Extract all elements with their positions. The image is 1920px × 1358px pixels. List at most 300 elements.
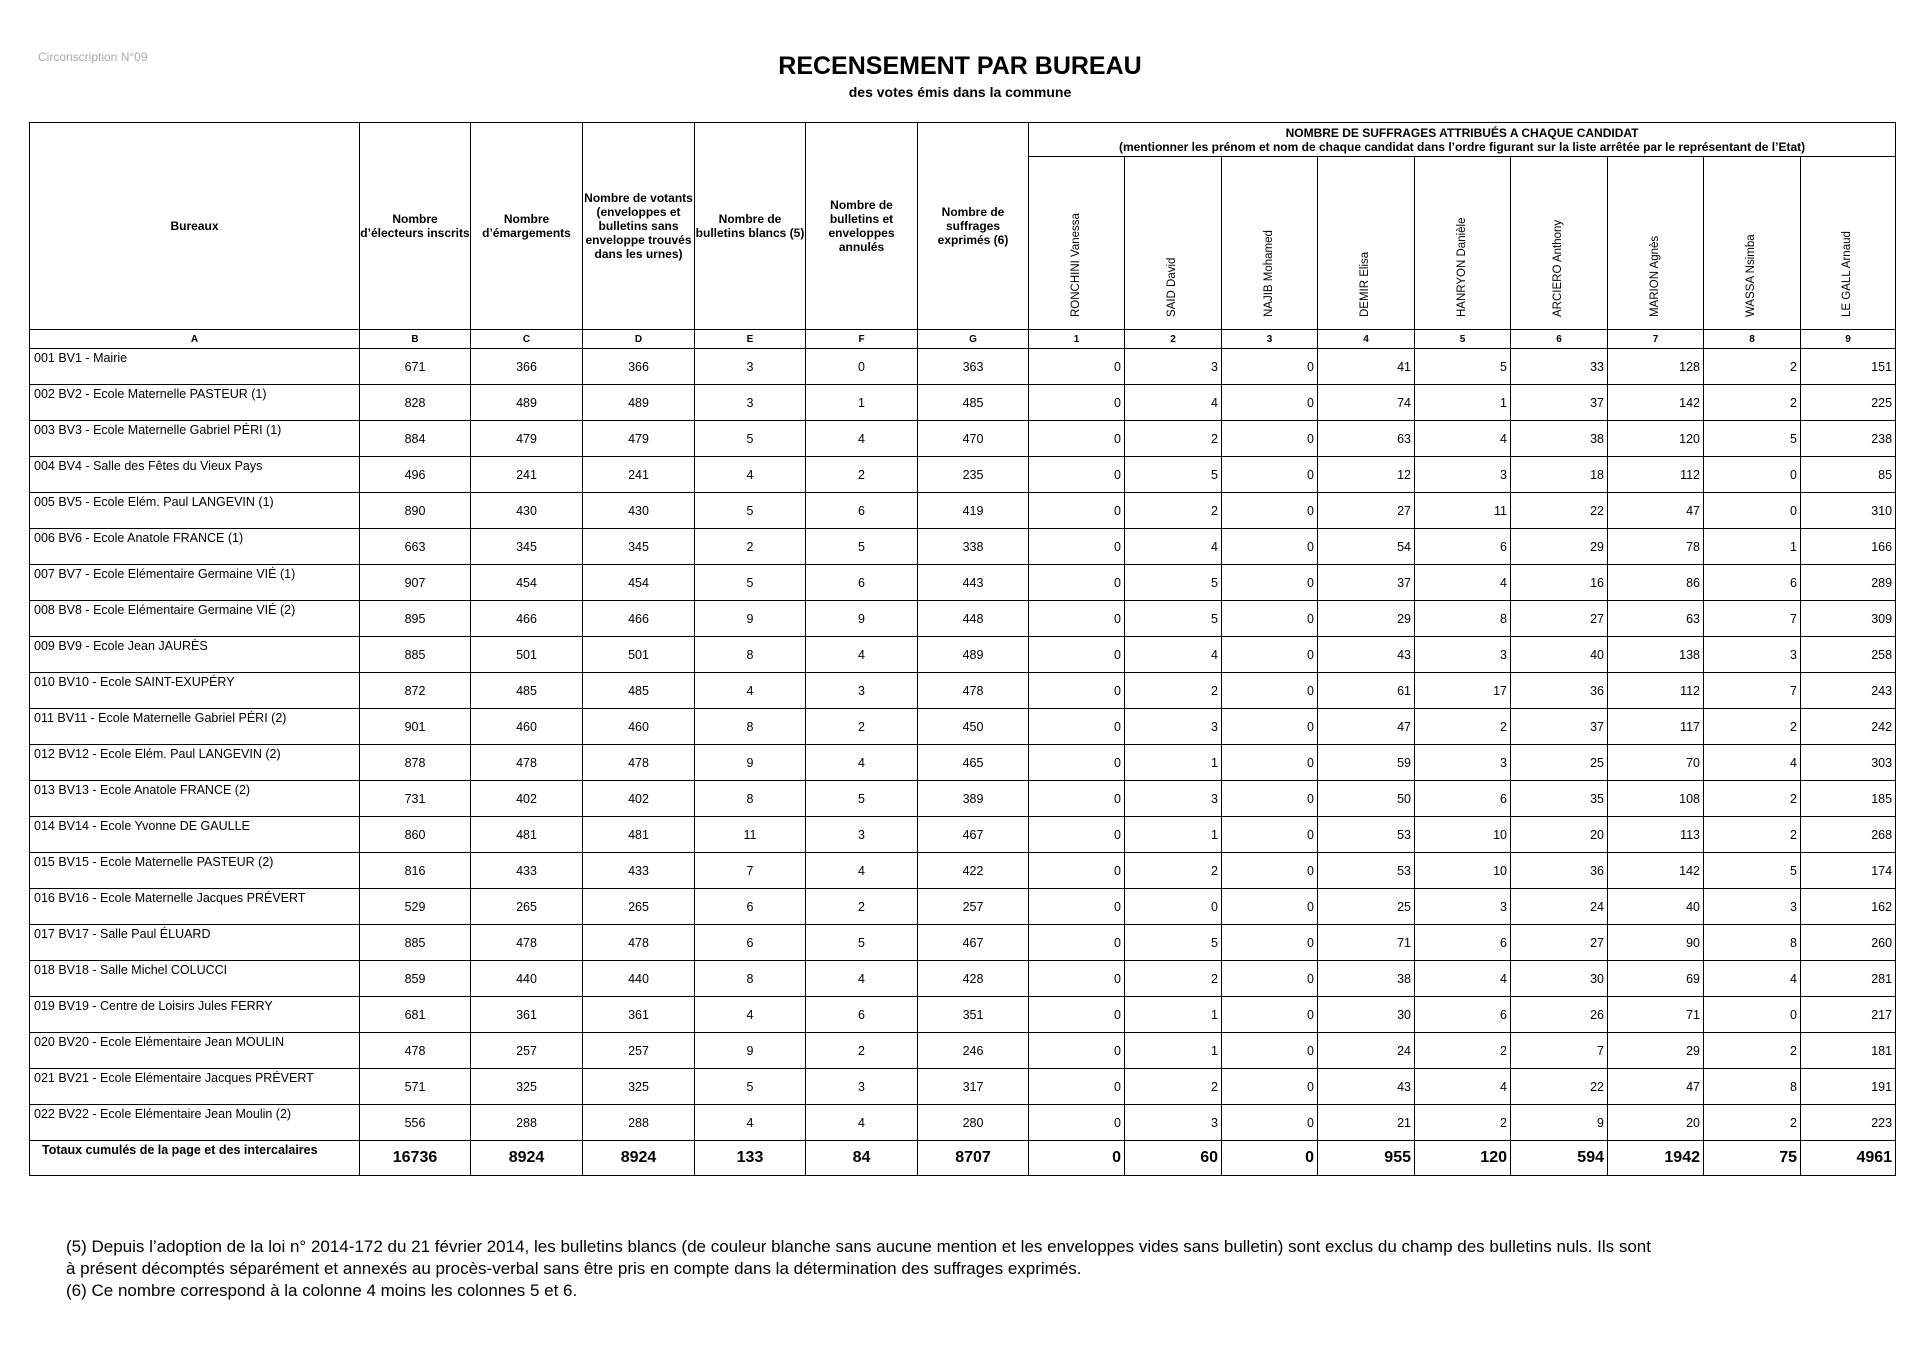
table-cell: 9: [1511, 1105, 1608, 1141]
table-cell: 0: [1029, 817, 1125, 853]
bureau-name: 022 BV22 - Ecole Elémentaire Jean Moulin (2): [30, 1105, 360, 1141]
table-cell: 4: [806, 961, 918, 997]
table-cell: 4: [1415, 421, 1511, 457]
column-letter: 9: [1801, 330, 1896, 349]
column-letter: F: [806, 330, 918, 349]
table-cell: 2: [1125, 853, 1222, 889]
table-cell: 4: [1125, 385, 1222, 421]
table-cell: 9: [695, 745, 806, 781]
table-cell: 289: [1801, 565, 1896, 601]
column-letter: 3: [1222, 330, 1318, 349]
candidate-header: [1415, 157, 1511, 330]
table-cell: 37: [1511, 385, 1608, 421]
table-cell: 85: [1801, 457, 1896, 493]
table-cell: 3: [1125, 1105, 1222, 1141]
table-cell: 3: [1125, 781, 1222, 817]
table-cell: 828: [360, 385, 471, 421]
column-letter: 4: [1318, 330, 1415, 349]
table-cell: 303: [1801, 745, 1896, 781]
table-cell: 4: [1125, 529, 1222, 565]
candidate-header: [1029, 157, 1125, 330]
header-suffrages: [1029, 123, 1896, 157]
table-cell: 6: [695, 889, 806, 925]
table-cell: 11: [1415, 493, 1511, 529]
table-cell: 351: [918, 997, 1029, 1033]
bureau-name: 003 BV3 - Ecole Maternelle Gabriel PÉRI (1): [30, 421, 360, 457]
table-cell: 29: [1511, 529, 1608, 565]
table-cell: 2: [1704, 709, 1801, 745]
table-cell: 0: [1222, 529, 1318, 565]
header-votants: Nombre de votants (enveloppes et bulletins sans enveloppe trouvés dans les urnes): [583, 123, 695, 330]
table-cell: 366: [471, 349, 583, 385]
table-cell: 460: [471, 709, 583, 745]
table-cell: 54: [1318, 529, 1415, 565]
table-cell: 465: [918, 745, 1029, 781]
table-cell: 26: [1511, 997, 1608, 1033]
table-cell: 5: [806, 781, 918, 817]
table-cell: 185: [1801, 781, 1896, 817]
table-cell: 27: [1511, 925, 1608, 961]
total-cell: 955: [1318, 1141, 1415, 1176]
table-cell: 241: [471, 457, 583, 493]
table-cell: 191: [1801, 1069, 1896, 1105]
table-cell: 181: [1801, 1033, 1896, 1069]
table-cell: 2: [806, 709, 918, 745]
table-cell: 0: [1029, 601, 1125, 637]
table-cell: 0: [1222, 925, 1318, 961]
table-cell: 496: [360, 457, 471, 493]
candidate-name: LE GALL Arnaud: [1841, 231, 1854, 317]
header-exprimes: Nombre de suffrages exprimés (6): [918, 123, 1029, 330]
table-cell: 29: [1608, 1033, 1704, 1069]
table-cell: 120: [1608, 421, 1704, 457]
table-cell: 4: [695, 673, 806, 709]
table-cell: 74: [1318, 385, 1415, 421]
table-cell: 671: [360, 349, 471, 385]
table-cell: 4: [806, 637, 918, 673]
table-cell: 0: [1029, 1033, 1125, 1069]
table-cell: 2: [806, 457, 918, 493]
table-cell: 47: [1608, 1069, 1704, 1105]
table-cell: 878: [360, 745, 471, 781]
table-cell: 485: [583, 673, 695, 709]
bureau-name: 014 BV14 - Ecole Yvonne DE GAULLE: [30, 817, 360, 853]
table-cell: 3: [695, 385, 806, 421]
table-cell: 440: [583, 961, 695, 997]
table-cell: 47: [1318, 709, 1415, 745]
table-cell: 10: [1415, 817, 1511, 853]
table-cell: 460: [583, 709, 695, 745]
candidate-header: [1318, 157, 1415, 330]
table-cell: 142: [1608, 385, 1704, 421]
column-letter: 1: [1029, 330, 1125, 349]
table-cell: 70: [1608, 745, 1704, 781]
table-cell: 30: [1511, 961, 1608, 997]
table-row: [30, 889, 1896, 925]
candidate-name: WASSA Nsimba: [1745, 234, 1757, 317]
table-cell: 907: [360, 565, 471, 601]
table-cell: 485: [918, 385, 1029, 421]
candidate-name: DEMIR Elisa: [1359, 251, 1371, 317]
table-cell: 27: [1511, 601, 1608, 637]
table-cell: 260: [1801, 925, 1896, 961]
page-subtitle: des votes émis dans la commune: [848, 84, 1072, 100]
table-cell: 489: [918, 637, 1029, 673]
candidate-header: [1801, 157, 1896, 330]
table-cell: 731: [360, 781, 471, 817]
table-cell: 2: [1415, 1033, 1511, 1069]
table-cell: 0: [1704, 457, 1801, 493]
table-cell: 5: [1704, 853, 1801, 889]
table-cell: 1: [1415, 385, 1511, 421]
total-cell: 8924: [583, 1141, 695, 1176]
table-row: [30, 745, 1896, 781]
candidate-header: [1608, 157, 1704, 330]
table-cell: 2: [1415, 1105, 1511, 1141]
table-cell: 40: [1608, 889, 1704, 925]
table-cell: 5: [1125, 457, 1222, 493]
table-cell: 402: [471, 781, 583, 817]
table-cell: 443: [918, 565, 1029, 601]
table-cell: 0: [1029, 961, 1125, 997]
table-cell: 8: [695, 961, 806, 997]
table-cell: 428: [918, 961, 1029, 997]
table-cell: 317: [918, 1069, 1029, 1105]
table-cell: 0: [1222, 709, 1318, 745]
table-cell: 466: [583, 601, 695, 637]
table-cell: 4: [1125, 637, 1222, 673]
table-cell: 485: [471, 673, 583, 709]
table-cell: 3: [1125, 709, 1222, 745]
table-cell: 479: [471, 421, 583, 457]
bureau-name: 004 BV4 - Salle des Fêtes du Vieux Pays: [30, 457, 360, 493]
table-row: [30, 853, 1896, 889]
table-cell: 2: [1125, 493, 1222, 529]
table-cell: 4: [806, 745, 918, 781]
table-cell: 63: [1608, 601, 1704, 637]
table-cell: 112: [1608, 457, 1704, 493]
column-letter: B: [360, 330, 471, 349]
table-cell: 21: [1318, 1105, 1415, 1141]
table-cell: 33: [1511, 349, 1608, 385]
table-cell: 5: [695, 565, 806, 601]
column-letter: G: [918, 330, 1029, 349]
table-cell: 0: [1222, 385, 1318, 421]
table-cell: 1: [1125, 745, 1222, 781]
table-cell: 433: [583, 853, 695, 889]
candidate-header: [1704, 157, 1801, 330]
circonscription-label: Circonscription N°09: [38, 50, 148, 64]
table-cell: 1: [1125, 817, 1222, 853]
table-cell: 257: [471, 1033, 583, 1069]
table-cell: 3: [1415, 745, 1511, 781]
table-cell: 4: [806, 421, 918, 457]
footnote-5a: (5) Depuis l’adoption de la loi n° 2014-172 du 21 février 2014, les bulletins blancs (de couleur blanche sans aucune mention et les enveloppes vides sans bulletin) sont exclus du champ des bulletins nuls. Ils sont: [66, 1237, 1651, 1256]
table-cell: 288: [583, 1105, 695, 1141]
table-cell: 36: [1511, 853, 1608, 889]
table-cell: 86: [1608, 565, 1704, 601]
table-row: [30, 961, 1896, 997]
table-row: [30, 421, 1896, 457]
column-letter: 2: [1125, 330, 1222, 349]
table-cell: 20: [1608, 1105, 1704, 1141]
table-cell: 884: [360, 421, 471, 457]
table-cell: 489: [471, 385, 583, 421]
table-cell: 363: [918, 349, 1029, 385]
table-cell: 280: [918, 1105, 1029, 1141]
table-row: [30, 673, 1896, 709]
table-cell: 265: [471, 889, 583, 925]
table-cell: 4: [1704, 961, 1801, 997]
table-cell: 5: [1704, 421, 1801, 457]
table-cell: 0: [1029, 385, 1125, 421]
footnote-5b: à présent décomptés séparément et annexés au procès-verbal sans être pris en compte dans la détermination des suffrages exprimés.: [66, 1259, 1082, 1278]
table-cell: 0: [1222, 601, 1318, 637]
suffrages-subtitle: (mentionner les prénom et nom de chaque candidat dans l’ordre figurant sur la liste arrêtée par le représentant de l’Etat): [1118, 139, 1806, 154]
table-cell: 872: [360, 673, 471, 709]
table-cell: 890: [360, 493, 471, 529]
table-row: [30, 817, 1896, 853]
table-cell: 0: [1029, 781, 1125, 817]
table-row: [30, 781, 1896, 817]
table-cell: 27: [1318, 493, 1415, 529]
table-cell: 8: [1415, 601, 1511, 637]
bureau-name: 015 BV15 - Ecole Maternelle PASTEUR (2): [30, 853, 360, 889]
table-cell: 257: [918, 889, 1029, 925]
column-letter: A: [30, 330, 360, 349]
table-cell: 430: [583, 493, 695, 529]
table-cell: 6: [1415, 529, 1511, 565]
total-cell: 594: [1511, 1141, 1608, 1176]
table-cell: 859: [360, 961, 471, 997]
bureau-name: 020 BV20 - Ecole Elémentaire Jean MOULIN: [30, 1033, 360, 1069]
table-cell: 71: [1608, 997, 1704, 1033]
total-cell: 0: [1222, 1141, 1318, 1176]
table-cell: 3: [1415, 889, 1511, 925]
table-cell: 2: [1704, 1033, 1801, 1069]
table-cell: 3: [806, 673, 918, 709]
table-cell: 309: [1801, 601, 1896, 637]
table-cell: 0: [1222, 1069, 1318, 1105]
results-table: [29, 122, 1896, 1176]
bureau-name: 013 BV13 - Ecole Anatole FRANCE (2): [30, 781, 360, 817]
table-cell: 4: [1415, 961, 1511, 997]
table-row: [30, 637, 1896, 673]
table-cell: 35: [1511, 781, 1608, 817]
table-cell: 430: [471, 493, 583, 529]
candidate-name: NAJIB Mohamed: [1262, 230, 1275, 317]
table-cell: 174: [1801, 853, 1896, 889]
table-cell: 663: [360, 529, 471, 565]
table-cell: 43: [1318, 637, 1415, 673]
column-letter: E: [695, 330, 806, 349]
table-cell: 440: [471, 961, 583, 997]
table-cell: 0: [1029, 997, 1125, 1033]
table-cell: 38: [1511, 421, 1608, 457]
table-cell: 9: [695, 601, 806, 637]
table-cell: 8: [1704, 1069, 1801, 1105]
table-cell: 108: [1608, 781, 1704, 817]
candidate-header: [1222, 157, 1318, 330]
column-letter: 7: [1608, 330, 1704, 349]
table-cell: 8: [695, 781, 806, 817]
table-cell: 419: [918, 493, 1029, 529]
column-letter: 8: [1704, 330, 1801, 349]
table-cell: 117: [1608, 709, 1704, 745]
table-cell: 0: [1222, 1105, 1318, 1141]
table-cell: 433: [471, 853, 583, 889]
table-cell: 5: [806, 925, 918, 961]
column-letter: D: [583, 330, 695, 349]
table-cell: 7: [1704, 601, 1801, 637]
table-cell: 128: [1608, 349, 1704, 385]
bureau-name: 011 BV11 - Ecole Maternelle Gabriel PÉRI (2): [30, 709, 360, 745]
table-row: [30, 1069, 1896, 1105]
table-cell: 2: [1415, 709, 1511, 745]
table-cell: 361: [471, 997, 583, 1033]
table-cell: 0: [1029, 493, 1125, 529]
table-cell: 7: [1511, 1033, 1608, 1069]
column-letter: 5: [1415, 330, 1511, 349]
table-cell: 860: [360, 817, 471, 853]
table-cell: 0: [1222, 637, 1318, 673]
table-cell: 1: [1125, 1033, 1222, 1069]
table-cell: 113: [1608, 817, 1704, 853]
total-cell: 4961: [1801, 1141, 1896, 1176]
table-cell: 37: [1318, 565, 1415, 601]
table-cell: 2: [806, 1033, 918, 1069]
table-cell: 1: [1125, 997, 1222, 1033]
table-cell: 24: [1318, 1033, 1415, 1069]
table-cell: 30: [1318, 997, 1415, 1033]
table-cell: 0: [1222, 349, 1318, 385]
table-cell: 8: [695, 709, 806, 745]
table-cell: 5: [1415, 349, 1511, 385]
table-cell: 454: [471, 565, 583, 601]
table-cell: 489: [583, 385, 695, 421]
candidate-header: [1125, 157, 1222, 330]
table-cell: 0: [1029, 853, 1125, 889]
candidate-header: [1511, 157, 1608, 330]
table-cell: 0: [1029, 529, 1125, 565]
bureau-name: 009 BV9 - Ecole Jean JAURÈS: [30, 637, 360, 673]
candidate-name: RONCHINI Vanessa: [1069, 213, 1082, 317]
header-inscrits: Nombre d’électeurs inscrits: [360, 123, 471, 330]
table-cell: 217: [1801, 997, 1896, 1033]
table-cell: 5: [1125, 601, 1222, 637]
table-cell: 4: [695, 457, 806, 493]
table-cell: 63: [1318, 421, 1415, 457]
table-cell: 2: [1125, 1069, 1222, 1105]
table-cell: 166: [1801, 529, 1896, 565]
table-cell: 2: [1704, 781, 1801, 817]
table-cell: 0: [1222, 961, 1318, 997]
table-cell: 4: [806, 853, 918, 889]
table-cell: 20: [1511, 817, 1608, 853]
table-cell: 478: [471, 745, 583, 781]
table-cell: 225: [1801, 385, 1896, 421]
table-cell: 556: [360, 1105, 471, 1141]
table-cell: 345: [471, 529, 583, 565]
table-cell: 481: [471, 817, 583, 853]
table-cell: 6: [1704, 565, 1801, 601]
table-cell: 53: [1318, 817, 1415, 853]
table-cell: 22: [1511, 1069, 1608, 1105]
table-cell: 25: [1318, 889, 1415, 925]
table-cell: 467: [918, 817, 1029, 853]
table-cell: 29: [1318, 601, 1415, 637]
table-cell: 3: [1415, 637, 1511, 673]
table-cell: 10: [1415, 853, 1511, 889]
table-cell: 5: [695, 1069, 806, 1105]
table-cell: 246: [918, 1033, 1029, 1069]
table-cell: 4: [1704, 745, 1801, 781]
table-cell: 25: [1511, 745, 1608, 781]
table-cell: 5: [1125, 565, 1222, 601]
table-cell: 5: [1125, 925, 1222, 961]
table-cell: 6: [806, 565, 918, 601]
total-cell: 60: [1125, 1141, 1222, 1176]
table-cell: 3: [1125, 349, 1222, 385]
table-row: [30, 997, 1896, 1033]
footnote-6: (6) Ce nombre correspond à la colonne 4 moins les colonnes 5 et 6.: [66, 1281, 578, 1300]
table-cell: 4: [1415, 1069, 1511, 1105]
table-cell: 257: [583, 1033, 695, 1069]
table-cell: 9: [695, 1033, 806, 1069]
candidate-name: SAID David: [1166, 257, 1178, 317]
total-cell: 133: [695, 1141, 806, 1176]
table-cell: 5: [695, 421, 806, 457]
table-cell: 47: [1608, 493, 1704, 529]
table-cell: 9: [806, 601, 918, 637]
table-cell: 3: [806, 1069, 918, 1105]
table-cell: 5: [695, 493, 806, 529]
total-cell: 16736: [360, 1141, 471, 1176]
totals-label: Totaux cumulés de la page et des intercalaires: [30, 1141, 360, 1176]
table-cell: 288: [471, 1105, 583, 1141]
bureau-name: 017 BV17 - Salle Paul ÉLUARD: [30, 925, 360, 961]
table-cell: 8: [695, 637, 806, 673]
bureau-name: 016 BV16 - Ecole Maternelle Jacques PRÉVERT: [30, 889, 360, 925]
table-cell: 0: [1029, 745, 1125, 781]
table-cell: 1: [1704, 529, 1801, 565]
table-cell: 50: [1318, 781, 1415, 817]
table-cell: 53: [1318, 853, 1415, 889]
table-cell: 5: [806, 529, 918, 565]
table-cell: 258: [1801, 637, 1896, 673]
column-letter: C: [471, 330, 583, 349]
total-cell: 1942: [1608, 1141, 1704, 1176]
table-cell: 0: [1029, 457, 1125, 493]
table-cell: 0: [1222, 457, 1318, 493]
total-cell: 0: [1029, 1141, 1125, 1176]
column-letter: 6: [1511, 330, 1608, 349]
table-cell: 37: [1511, 709, 1608, 745]
table-cell: 162: [1801, 889, 1896, 925]
table-cell: 235: [918, 457, 1029, 493]
table-cell: 41: [1318, 349, 1415, 385]
table-cell: 0: [1222, 997, 1318, 1033]
table-cell: 0: [1029, 1105, 1125, 1141]
table-cell: 138: [1608, 637, 1704, 673]
table-cell: 268: [1801, 817, 1896, 853]
table-cell: 0: [1222, 781, 1318, 817]
table-cell: 310: [1801, 493, 1896, 529]
table-cell: 466: [471, 601, 583, 637]
table-row: [30, 709, 1896, 745]
table-cell: 6: [1415, 925, 1511, 961]
bureau-name: 002 BV2 - Ecole Maternelle PASTEUR (1): [30, 385, 360, 421]
